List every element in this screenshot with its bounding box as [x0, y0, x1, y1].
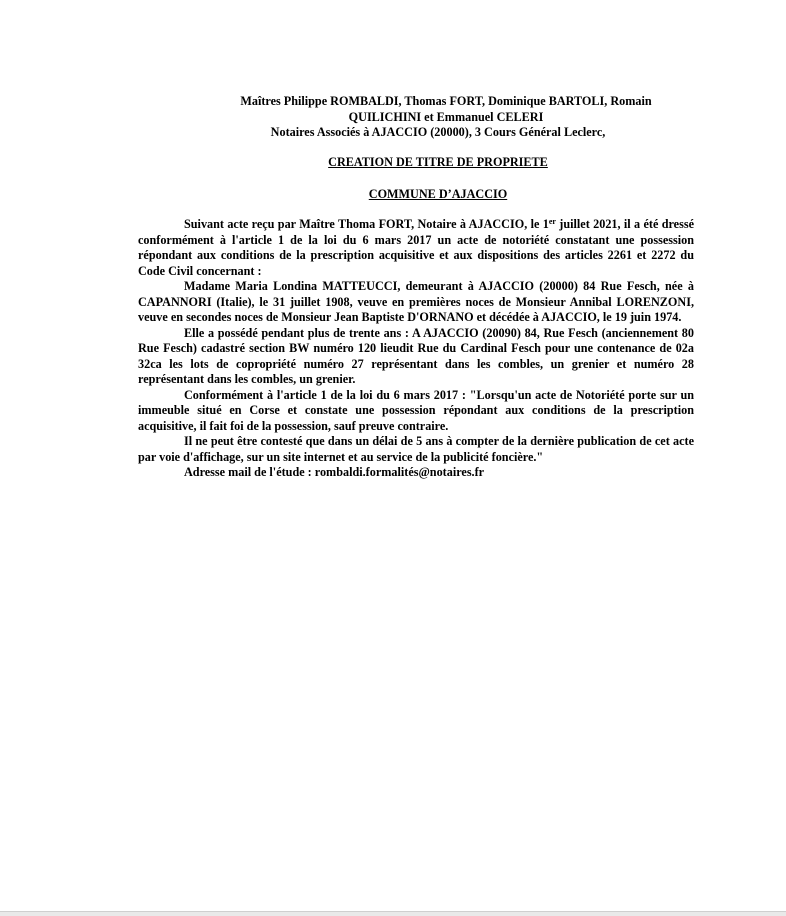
ordinal-superscript: er [548, 217, 556, 226]
header-line-1: Maîtres Philippe ROMBALDI, Thomas FORT, Dominique BARTOLI, Romain [240, 94, 652, 108]
paragraph-person: Madame Maria Londina MATTEUCCI, demeurant à AJACCIO (20000) 84 Rue Fesch, née à CAPANNORI (Italie), le 31 juillet 1908, veuve en premières noces de Monsieur Annibal LORENZONI, veuve en secondes noces de Monsieur Jean Baptiste D'ORNANO et décédée à AJACCIO, le 19 juin 1974. [138, 279, 694, 324]
paragraph-act-start: Suivant acte reçu par Maître Thoma FORT, Notaire à AJACCIO, le 1 [184, 217, 549, 231]
paragraph-act-end: juillet 2021, il a été dressé conformément à l'article 1 de la loi du 6 mars 2017 un acte de notoriété constatant une possession répondant aux conditions de la prescription acquisitive et aux dispositions des articles 2261 et 2272 du Code Civil concernant : [138, 217, 694, 278]
header-line-3: Notaires Associés à AJACCIO (20000), 3 Cours Général Leclerc, [270, 125, 606, 139]
paragraph-property: Elle a possédé pendant plus de trente ans : A AJACCIO (20090) 84, Rue Fesch (anciennement 80 Rue Fesch) cadastré section BW numéro 120 lieudit Rue du Cardinal Fesch pour une contenance de 02a 32ca les lots de copropriété numéro 27 représentant dans les combles, un grenier et numéro 28 représentant dans les combles, un grenier. [138, 325, 694, 386]
paragraph-contest-delay: Il ne peut être contesté que dans un délai de 5 ans à compter de la dernière publication de cet acte par voie d'affichage, sur un site internet et au service de la publicité foncière." [138, 434, 694, 464]
commune-title: COMMUNE D’AJACCIO [368, 187, 508, 201]
paragraph-email: Adresse mail de l'étude : rombaldi.formalités@notaires.fr [184, 465, 485, 479]
notaries-header [140, 94, 736, 141]
paragraph-act [138, 217, 694, 279]
document-title: CREATION DE TITRE DE PROPRIETE [328, 155, 548, 169]
header-line-2: QUILICHINI et Emmanuel CELERI [348, 109, 544, 124]
document-body [138, 217, 694, 481]
window-bottom-edge [0, 911, 786, 916]
paragraph-law: Conformément à l'article 1 de la loi du 6 mars 2017 : "Lorsqu'un acte de Notoriété porte sur un immeuble situé en Corse et constate une possession répondant aux conditions de la prescription acquisitive, il fait foi de la possession, sauf preuve contraire. [138, 387, 694, 433]
